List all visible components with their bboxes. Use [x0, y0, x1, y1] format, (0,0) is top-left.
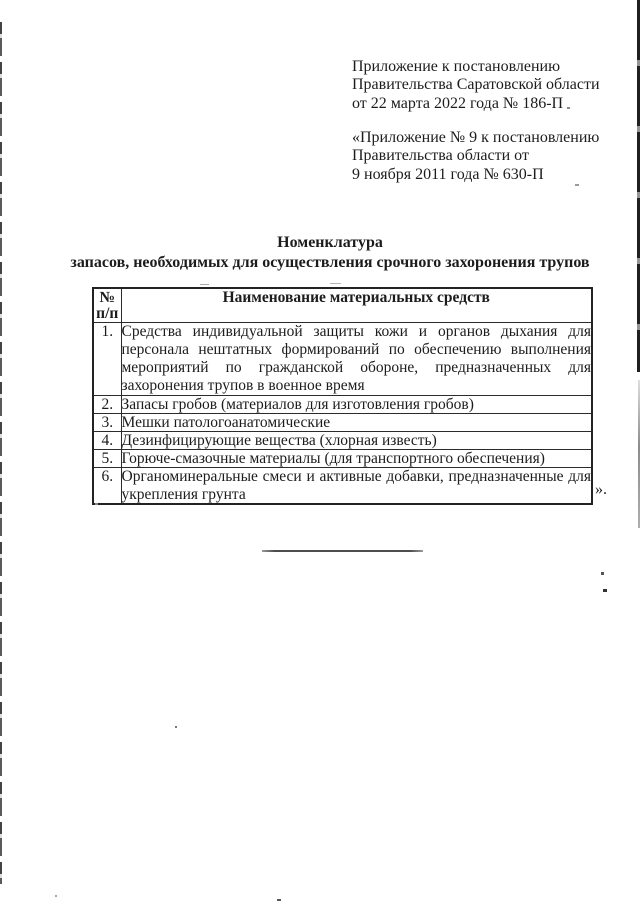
appendix-reference-secondary: [352, 129, 614, 184]
end-rule: [262, 550, 423, 552]
row-number: 4.: [93, 432, 121, 450]
scan-speck: [200, 284, 209, 285]
reference-line: Правительства области от: [352, 147, 529, 165]
row-text: Дезинфицирующие вещества (хлорная известь): [121, 432, 592, 450]
row-text: Органоминеральные смеси и активные добавки, предназначенные для укрепления грунта: [121, 468, 591, 503]
scan-speck: [603, 589, 607, 592]
reference-line: 9 ноября 2011 года № 630-П: [352, 165, 544, 183]
reference-line: Правительства Саратовской области: [352, 76, 600, 94]
nomenclature-table: [92, 287, 593, 505]
closing-quote-mark: ».: [595, 481, 607, 498]
row-number: 3.: [93, 414, 121, 432]
title-line-1: Номенклатура: [277, 234, 383, 251]
row-number: 6.: [93, 468, 121, 505]
title-line-2: запасов, необходимых для осуществления срочного захоронения трупов: [70, 253, 590, 271]
row-number: 2.: [93, 396, 121, 414]
scan-artifact-left-edge: [0, 22, 2, 884]
document-title: [45, 233, 615, 272]
scan-speck: [567, 107, 570, 109]
row-text: Горюче-смазочные материалы (для транспортного обеспечения): [121, 450, 592, 468]
row-number: 1.: [93, 323, 121, 396]
table-header-row: [93, 288, 592, 323]
scan-speck: [575, 184, 579, 186]
table-row: [93, 323, 592, 396]
scan-speck: [277, 899, 281, 901]
column-header-name: Наименование материальных средств: [121, 288, 592, 323]
table-row: [93, 468, 592, 505]
row-text: Запасы гробов (материалов для изготовления гробов): [121, 396, 592, 414]
reference-line: Приложение к постановлению: [352, 58, 561, 75]
table-row: [93, 432, 592, 450]
reference-line: от 22 марта 2022 года № 186-П: [352, 94, 564, 112]
scan-speck: [601, 572, 604, 575]
reference-line: «Приложение № 9 к постановлению: [352, 129, 600, 146]
num-header-line-2: п/п: [96, 305, 119, 322]
scan-speck: [175, 726, 177, 728]
table-row: [93, 414, 592, 432]
scan-speck: [55, 895, 57, 897]
scan-speck: [330, 283, 341, 284]
column-header-num: [93, 288, 121, 323]
num-header-line-1: №: [99, 289, 116, 306]
appendix-reference-primary: [352, 58, 614, 113]
row-text: Средства индивидуальной защиты кожи и органов дыхания для персонала нештатных формирований по обеспечению выполнения мероприятий по гражданской обороне, предназначенных для захоронения трупов в военное время: [121, 323, 591, 394]
scan-speck: [95, 503, 98, 505]
row-text: Мешки патологоанатомические: [121, 414, 592, 432]
row-number: 5.: [93, 450, 121, 468]
table-row: [93, 450, 592, 468]
table-row: [93, 396, 592, 414]
